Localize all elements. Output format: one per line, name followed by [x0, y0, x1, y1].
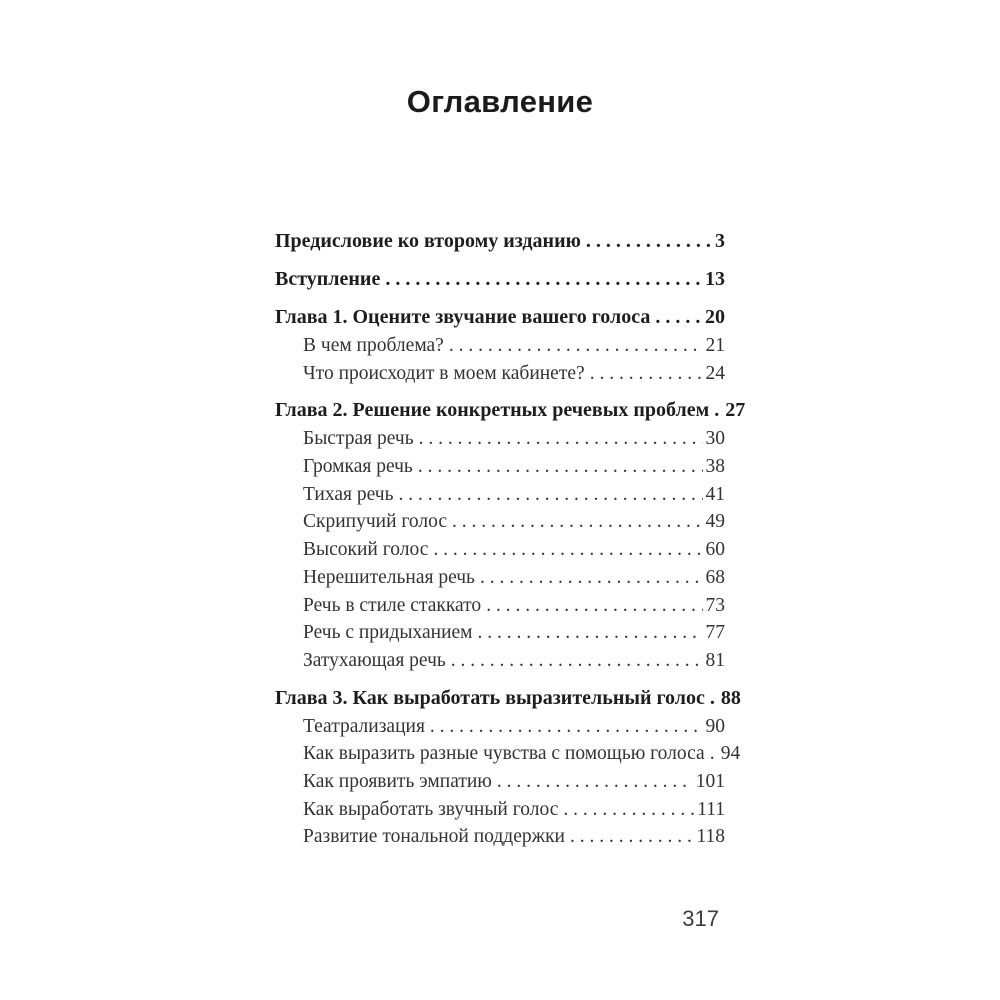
toc-entry-page: 49	[705, 511, 725, 533]
toc-entry-page: 20	[705, 306, 725, 328]
toc-entry	[275, 536, 725, 564]
toc-entry	[275, 684, 741, 713]
toc-entry-label: Скрипучий голос	[303, 511, 448, 533]
toc-entry-page: 88	[720, 686, 741, 709]
toc-entry-label: Глава 1. Оцените звучание вашего голоса	[275, 306, 651, 328]
toc-entry	[275, 508, 725, 536]
toc-entry-page: 27	[725, 399, 746, 422]
toc-entry-page: 41	[705, 483, 725, 505]
dot-leader	[449, 332, 703, 360]
toc-entry-label: Как выработать звучный голос	[303, 798, 559, 820]
toc-entry-label: Театрализация	[303, 715, 425, 737]
dot-leader	[478, 619, 703, 647]
toc-entry-label: Предисловие ко второму изданию	[275, 230, 581, 252]
dot-leader	[486, 592, 702, 620]
toc-entry-page: 111	[697, 798, 725, 820]
dot-leader	[714, 396, 722, 425]
toc-entry	[275, 425, 725, 453]
toc-entry-page: 81	[705, 649, 725, 671]
toc-entry-label: Нерешительная речь	[303, 566, 475, 588]
dot-leader	[586, 227, 712, 256]
toc-entry-label: Глава 3. Как выработать выразительный голос	[275, 686, 705, 709]
dot-leader	[385, 265, 702, 294]
toc-entry-page: 101	[695, 770, 725, 792]
toc-entry-page: 94	[720, 743, 741, 765]
toc-entry-page: 68	[705, 566, 725, 588]
dot-leader	[710, 740, 718, 768]
dot-leader	[710, 684, 718, 713]
dot-leader	[419, 425, 703, 453]
dot-leader	[497, 768, 693, 796]
page-title: Оглавление	[406, 84, 594, 119]
dot-leader	[418, 453, 703, 481]
toc-entry	[275, 481, 725, 509]
toc-entry-page: 60	[705, 539, 725, 561]
toc-entry	[275, 823, 725, 851]
toc-entry	[275, 619, 725, 647]
toc-entry-label: Быстрая речь	[303, 428, 414, 450]
toc-entry-page: 21	[705, 335, 725, 356]
toc-entry	[275, 332, 725, 360]
dot-leader	[480, 564, 703, 592]
dot-leader	[563, 796, 694, 824]
dot-leader	[451, 647, 703, 675]
toc-entry-label: Как проявить эмпатию	[303, 770, 492, 792]
dot-leader	[430, 713, 703, 741]
toc-entry	[275, 303, 725, 332]
toc-entry-page: 24	[705, 362, 725, 384]
toc-entry-page: 118	[696, 826, 725, 848]
page-number: 317	[682, 906, 719, 931]
toc-entry	[275, 396, 746, 425]
toc-entry-page: 90	[705, 715, 725, 737]
dot-leader	[398, 481, 702, 509]
toc-entry-label: Что происходит в моем кабинете?	[303, 362, 585, 384]
toc-entry-page: 30	[705, 428, 725, 450]
dot-leader	[570, 823, 693, 851]
toc-list	[275, 227, 746, 851]
dot-leader	[590, 360, 703, 388]
toc-entry	[275, 713, 725, 741]
toc-entry	[275, 265, 725, 294]
toc-entry	[275, 768, 725, 796]
dot-leader	[452, 508, 702, 536]
toc-entry-page: 38	[705, 456, 725, 478]
dot-leader	[433, 536, 702, 564]
toc-entry-page: 73	[705, 594, 725, 616]
toc-entry-label: Затухающая речь	[303, 649, 446, 671]
toc-entry-label: Речь с придыханием	[303, 622, 473, 644]
toc-entry	[275, 796, 725, 824]
toc-entry-label: Высокий голос	[303, 539, 429, 561]
toc-entry	[275, 564, 725, 592]
dot-leader	[655, 303, 702, 332]
toc-entry-label: В чем проблема?	[303, 335, 444, 356]
toc-entry-page: 13	[705, 268, 725, 290]
toc-entry	[275, 453, 725, 481]
toc-entry-label: Тихая речь	[303, 483, 394, 505]
toc-entry-page: 77	[705, 622, 725, 644]
toc-entry-label: Развитие тональной поддержки	[303, 826, 565, 848]
toc-entry-label: Как выразить разные чувства с помощью голоса	[303, 743, 705, 765]
toc-entry-label: Громкая речь	[303, 456, 413, 478]
toc-entry	[275, 740, 741, 768]
toc-entry-label: Глава 2. Решение конкретных речевых проблем	[275, 399, 710, 422]
toc-entry-page: 3	[715, 230, 725, 252]
toc-entry-label: Речь в стиле стаккато	[303, 594, 482, 616]
toc-entry	[275, 592, 725, 620]
toc-entry-label: Вступление	[275, 268, 381, 290]
toc-entry	[275, 360, 725, 388]
toc-entry	[275, 227, 725, 256]
toc-entry	[275, 647, 725, 675]
